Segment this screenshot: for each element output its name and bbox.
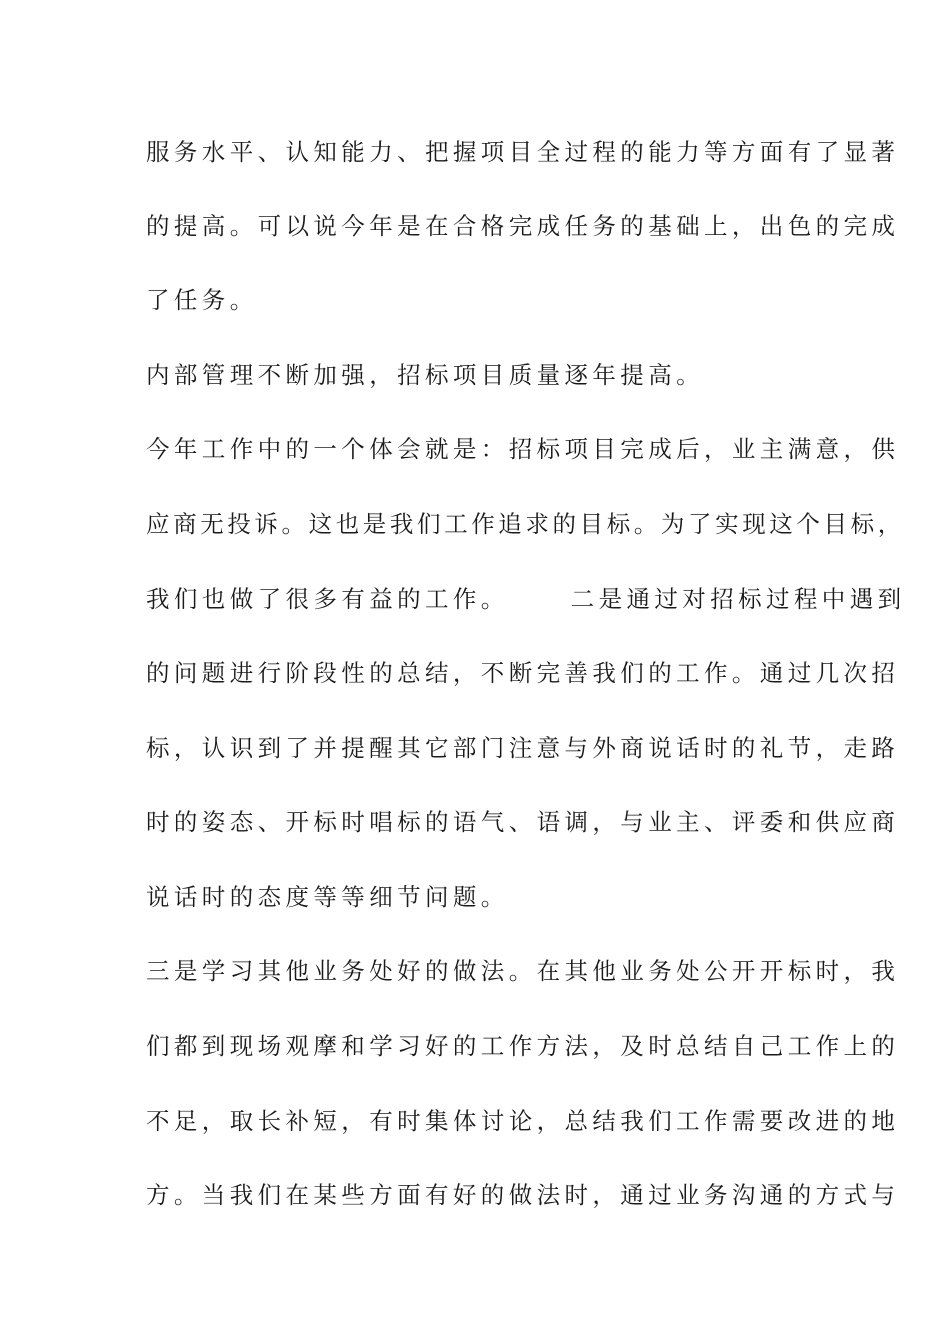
text-line-7: [146, 584, 906, 614]
text-line-8: 的问题进行阶段性的总结，不断完善我们的工作。通过几次招: [146, 659, 900, 687]
text-line-7-part-1: 我们也做了很多有益的工作。: [146, 585, 509, 613]
text-line-3: 了任务。: [146, 286, 258, 314]
text-line-12: 三是学习其他业务处好的做法。在其他业务处公开开标时，我: [146, 957, 900, 985]
text-line-14: 不足，取长补短，有时集体讨论，总结我们工作需要改进的地: [146, 1107, 900, 1135]
text-line-6: 应商无投诉。这也是我们工作追求的目标。为了实现这个目标，: [146, 510, 905, 538]
text-line-1: 服务水平、认知能力、把握项目全过程的能力等方面有了显著: [146, 138, 900, 166]
text-line-5: 今年工作中的一个体会就是：招标项目完成后，业主满意，供: [146, 435, 900, 463]
text-line-10: 时的姿态、开标时唱标的语气、语调，与业主、评委和供应商: [146, 808, 900, 836]
text-line-11: 说话时的态度等等细节问题。: [146, 883, 509, 911]
text-line-13: 们都到现场观摩和学习好的工作方法，及时总结自己工作上的: [146, 1032, 900, 1060]
text-line-7-part-2: 二是通过对招标过程中遇到: [570, 585, 906, 613]
text-line-9: 标，认识到了并提醒其它部门注意与外商说话时的礼节，走路: [146, 734, 900, 762]
text-line-2: 的提高。可以说今年是在合格完成任务的基础上，出色的完成: [146, 212, 900, 240]
text-line-15: 方。当我们在某些方面有好的做法时，通过业务沟通的方式与: [146, 1181, 900, 1209]
text-line-4: 内部管理不断加强，招标项目质量逐年提高。: [146, 361, 704, 389]
